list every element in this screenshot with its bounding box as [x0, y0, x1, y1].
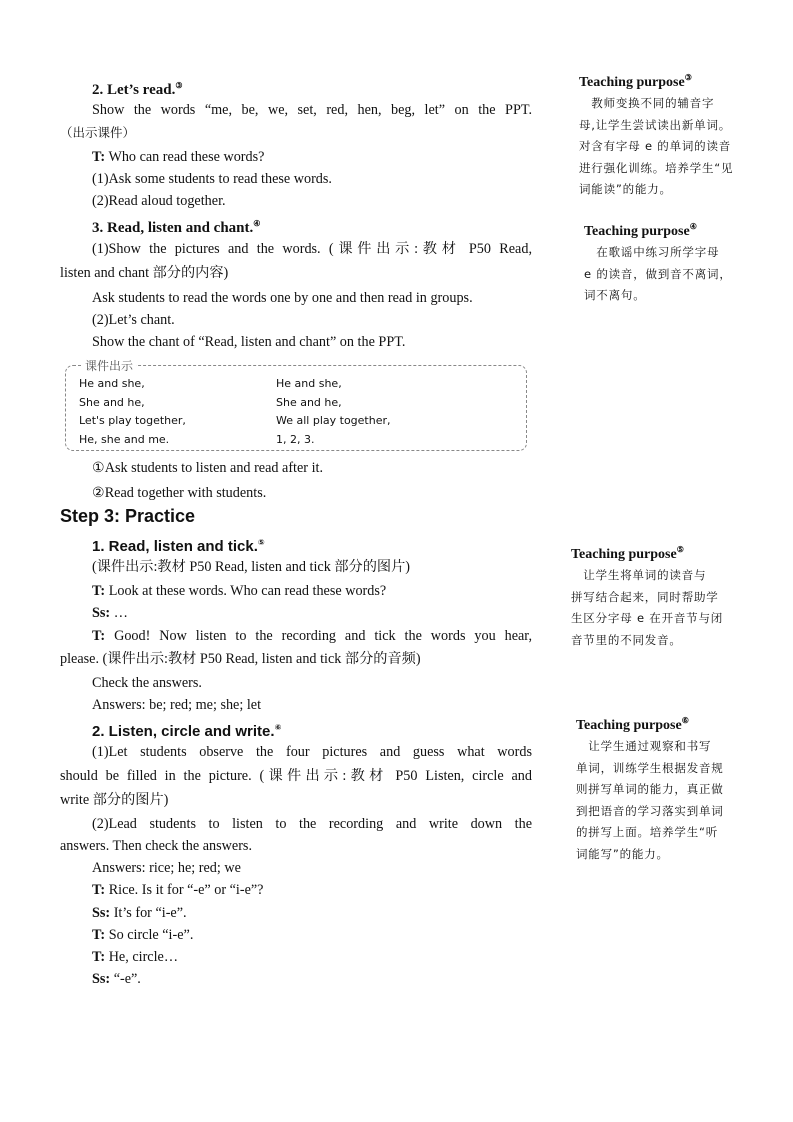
lets-read-heading: 2. Let’s read.③: [92, 81, 183, 98]
chant-left-column: [79, 375, 186, 449]
listen-circle-write-heading: 2. Listen, circle and write.⑥: [92, 723, 282, 740]
tp-line: 到把语音的学习落实到单词: [576, 803, 724, 818]
tp-line: 词能写”的能力。: [576, 846, 669, 861]
chant-line: He, she and me.: [79, 432, 170, 446]
teaching-purpose-4: [584, 222, 759, 307]
show-pictures-text-cont: listen and chant 部分的内容): [60, 265, 229, 281]
teaching-purpose-body: [576, 736, 751, 865]
tp-line: 则拼写单词的能力，真正做: [576, 782, 724, 796]
teaching-purpose-3: [579, 73, 754, 201]
step3-heading: Step 3: Practice: [60, 506, 196, 526]
teaching-purpose-title: Teaching purpose④: [584, 222, 697, 239]
show-chant: Show the chant of “Read, listen and chant” on the PPT.: [92, 334, 406, 350]
lead-text-cont: answers. Then check the answers.: [60, 838, 252, 854]
read-aloud: (2)Read aloud together.: [92, 193, 226, 209]
students-its-for: Ss: It’s for “i-e”.: [92, 905, 187, 921]
chant-line: She and he,: [276, 395, 342, 409]
students-reply: Ss: …: [92, 605, 128, 621]
teacher-good: T: Good! Now listen to the recording and tick the words you hear,: [92, 628, 533, 644]
ask-some-students: (1)Ask some students to read these words.: [92, 171, 332, 187]
read-one-by-one: Ask students to read the words one by one and then read in groups.: [92, 290, 473, 306]
tp-line: 母,让学生尝试读出新单词。: [579, 117, 732, 132]
read-together: ②Read together with students.: [92, 485, 267, 501]
teaching-purpose-title: Teaching purpose③: [579, 73, 692, 90]
teacher-good-cont: please. (课件出示:教材 P50 Read, listen and tick 部分的音频): [60, 651, 421, 667]
tp-line: 词不离句。: [584, 288, 646, 302]
rlt-courseware: (课件出示:教材 P50 Read, listen and tick 部分的图片): [92, 559, 411, 575]
teacher-so-circle: T: So circle “i-e”.: [92, 927, 194, 943]
chant-right-column: [276, 375, 391, 449]
chant-line: We all play together,: [276, 414, 391, 427]
observe-text: (1)Let students observe the four pictures and guess what words: [92, 744, 532, 760]
teaching-purpose-body: [579, 93, 754, 201]
tp-line: 拼写结合起来，同时帮助学: [571, 589, 719, 604]
tp-line: 音节里的不同发音。: [571, 632, 682, 647]
teacher-rice: T: Rice. Is it for “-e” or “i-e”?: [92, 882, 264, 898]
tp-line: 让学生通过观察和书写: [576, 739, 712, 753]
chant-line: Let's play together,: [79, 414, 186, 427]
read-listen-tick-heading: 1. Read, listen and tick.⑤: [92, 538, 265, 555]
lets-chant: (2)Let’s chant.: [92, 312, 175, 328]
teaching-purpose-5: [571, 545, 746, 651]
check-answers: Check the answers.: [92, 675, 202, 691]
read-listen-chant-heading: 3. Read, listen and chant.④: [92, 219, 261, 236]
answers-1: Answers: be; red; me; she; let: [92, 697, 262, 713]
chant-line: She and he,: [79, 395, 145, 409]
show-courseware-note: （出示课件）: [60, 125, 136, 140]
teacher-line: T: Who can read these words?: [92, 149, 265, 165]
tp-line: 教师变换不同的辅音字: [579, 96, 715, 110]
chant-line: He and she,: [79, 377, 145, 390]
teaching-purpose-title: Teaching purpose⑥: [576, 716, 689, 733]
tp-line: 在歌谣中练习所学字母: [584, 245, 720, 259]
teaching-purpose-6: [576, 716, 751, 865]
teaching-purpose-body: [584, 242, 759, 307]
chant-line: He and she,: [276, 377, 342, 390]
courseware-label: 课件出示: [82, 357, 136, 374]
answers-2: Answers: rice; he; red; we: [92, 860, 241, 876]
lead-text: (2)Lead students to listen to the recording and write down the: [92, 816, 532, 832]
tp-line: 生区分字母 e 在开音节与闭: [571, 611, 724, 625]
observe-text-end: write 部分的图片): [60, 792, 169, 808]
tp-line: 的拼写上面。培养学生“听: [576, 825, 719, 839]
tp-line: 对含有字母 e 的单词的读音: [579, 139, 732, 153]
students-e: Ss: “-e”.: [92, 971, 141, 987]
tp-line: 词能读”的能力。: [579, 182, 672, 196]
observe-text-cont: should be filled in the picture. (课件出示:教材 P50 Listen, circle and: [60, 768, 532, 784]
tp-line: 让学生将单词的读音与: [571, 568, 707, 582]
chant-line: 1, 2, 3.: [276, 432, 315, 446]
tp-line: e 的读音，做到音不离词，: [584, 266, 732, 281]
tp-line: 进行强化训练。培养学生“见: [579, 160, 734, 175]
teacher-he-circle: T: He, circle…: [92, 949, 179, 965]
listen-read-after: ①Ask students to listen and read after it.: [92, 460, 323, 476]
teacher-look: T: Look at these words. Who can read these words?: [92, 583, 387, 599]
teaching-purpose-body: [571, 565, 746, 651]
show-pictures-text: (1)Show the pictures and the words. (课件出示:教材 P50 Read,: [92, 241, 532, 257]
show-words-text: Show the words “me, be, we, set, red, hen, beg, let” on the PPT.: [92, 102, 532, 118]
tp-line: 单词，训练学生根据发音规: [576, 760, 724, 775]
teaching-purpose-title: Teaching purpose⑤: [571, 545, 684, 562]
